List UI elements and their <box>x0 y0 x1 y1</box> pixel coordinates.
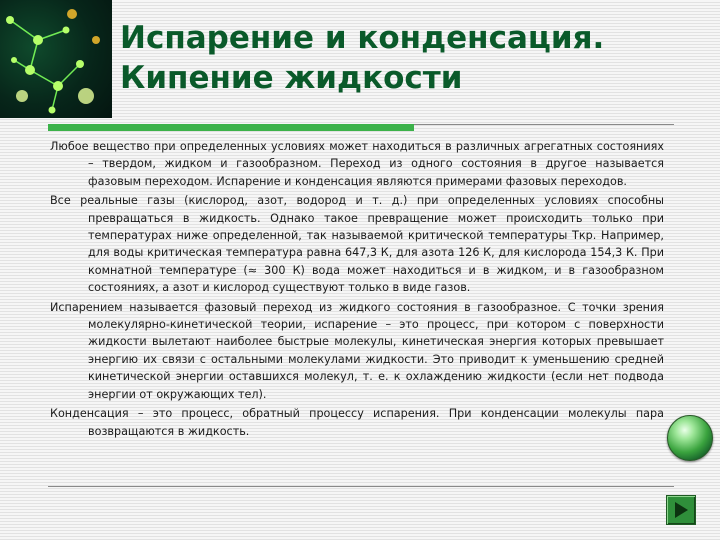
slide-body <box>50 138 664 442</box>
title-line-1: Испарение и конденсация. <box>120 20 605 56</box>
paragraph-3: Испарением называется фазовый переход из жидкого состояния в газообразное. С точки зрения молекулярно-кинетической теории, испарение – это процесс, при котором с поверхности жидкости вылетают наиболее быстрые молекулы, кинетическая энергия которых превышает энергию их связи с остальными молекулами жидкости. Это приводит к уменьшению средней кинетической энергии оставшихся молекул, т. е. к охлаждению жидкости (если нет подвода энергии от окружающих тел). <box>50 300 664 401</box>
paragraph-4: Конденсация – это процесс, обратный процессу испарения. При конденсации молекулы пара возвращаются в жидкость. <box>50 407 664 438</box>
green-orb-icon[interactable] <box>667 415 713 461</box>
next-slide-button[interactable] <box>666 495 696 525</box>
divider-bottom <box>48 486 674 487</box>
page-title <box>120 18 700 98</box>
title-line-2: Кипение жидкости <box>120 60 463 96</box>
accent-bar <box>48 124 414 131</box>
next-arrow-icon <box>671 500 691 520</box>
molecule-illustration-icon <box>0 0 112 118</box>
paragraph-1: Любое вещество при определенных условиях может находиться в различных агрегатных состояниях – твердом, жидком и газообразном. Переход из одного состояния в другое называется фазовым переходом. Испарение и конденсация являются примерами фазовых переходов. <box>50 140 664 188</box>
paragraph-2: Все реальные газы (кислород, азот, водород и т. д.) при определенных условиях способны превращаться в жидкость. Однако такое превращение может происходить только при температурах ниже определенной, так называемой критической температуры Tкр. Например, для воды критическая температура равна 647,3 К, для азота 126 К, для кислорода 154,3 К. При комнатной температуре (≈ 300 К) вода может находиться и в жидком, и в газообразном состояниях, а азот и кислород существуют только в виде газов. <box>50 194 664 295</box>
